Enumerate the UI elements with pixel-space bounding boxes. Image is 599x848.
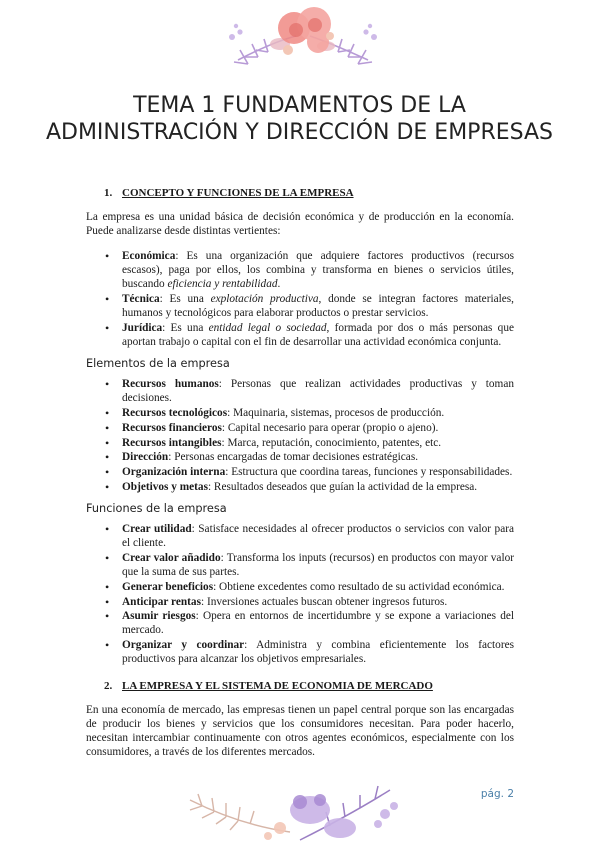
list-item: • Técnica: Es una explotación productiva, donde se integran factores materiales, humanos y tecnológicos para elaborar productos o prestar servicios. [122, 292, 514, 320]
section-heading [104, 679, 514, 693]
list-item: • Objetivos y metas: Resultados deseados que guían la actividad de la empresa. [122, 480, 514, 494]
list-item: • Anticipar rentas: Inversiones actuales buscan obtener ingresos futuros. [122, 595, 514, 609]
list-item: • Recursos financieros: Capital necesario para operar (propio o ajeno). [122, 421, 514, 435]
page-number: pág. 2 [480, 788, 514, 800]
list-item: • Recursos tecnológicos: Maquinaria, sistemas, procesos de producción. [122, 406, 514, 420]
intro-paragraph: La empresa es una unidad básica de decisión económica y de producción en la economía. Puede analizarse desde distintas vertientes: [86, 211, 514, 238]
floral-ornament-icon [218, 2, 388, 74]
elementos-list [86, 377, 514, 494]
section-number: 1. [104, 187, 113, 199]
section-title: CONCEPTO Y FUNCIONES DE LA EMPRESA [122, 187, 354, 199]
section-number: 2. [104, 679, 113, 692]
floral-ornament-icon [180, 770, 420, 848]
list-item: • Crear valor añadido: Transforma los inputs (recursos) en productos con mayor valor que la suma de sus partes. [122, 551, 514, 579]
list-item: • Dirección: Personas encargadas de tomar decisiones estratégicas. [122, 450, 514, 464]
list-item: • Generar beneficios: Obtiene excedentes como resultado de su actividad económica. [122, 580, 514, 594]
section-heading [104, 186, 514, 200]
list-item: • Organizar y coordinar: Administra y combina eficientemente los factores productivos para alcanzar los objetivos empresariales. [122, 638, 514, 666]
list-item: • Económica: Es una organización que adquiere factores productivos (recursos escasos), paga por ellos, los combina y transforma en bienes o servicios útiles, buscando eficiencia y rentabilidad. [122, 249, 514, 292]
funciones-list [86, 522, 514, 667]
document-title: TEMA 1 FUNDAMENTOS DE LA ADMINISTRACIÓN Y DIRECCIÓN DE EMPRESAS [45, 93, 554, 145]
vertientes-list [86, 249, 514, 349]
list-item: • Crear utilidad: Satisface necesidades al ofrecer productos o servicios con valor para el cliente. [122, 522, 514, 550]
list-item: • Asumir riesgos: Opera en entornos de incertidumbre y se expone a variaciones del mercado. [122, 609, 514, 637]
list-item: • Recursos humanos: Personas que realizan actividades productivas y toman decisiones. [122, 377, 514, 405]
section-title: LA EMPRESA Y EL SISTEMA DE ECONOMIA DE MERCADO [122, 679, 433, 692]
subheading-elementos: Elementos de la empresa [86, 357, 230, 371]
list-item: • Recursos intangibles: Marca, reputación, conocimiento, patentes, etc. [122, 436, 514, 450]
list-item: • Organización interna: Estructura que coordina tareas, funciones y responsabilidades. [122, 465, 514, 479]
document-body [86, 186, 514, 770]
market-paragraph: En una economía de mercado, las empresas tienen un papel central porque son las encargadas de producir los bienes y servicios que los consumidores necesitan. Para poder hacerlo, necesitan intercambiar continuamente con otros agentes económicos, especialmente con los consumidores, a través de los diferentes mercados. [86, 703, 514, 759]
subheading-funciones: Funciones de la empresa [86, 501, 227, 515]
list-item: • Jurídica: Es una entidad legal o sociedad, formada por dos o más personas que aportan trabajo o capital con el fin de desarrollar una actividad económica conjunta. [122, 321, 514, 349]
